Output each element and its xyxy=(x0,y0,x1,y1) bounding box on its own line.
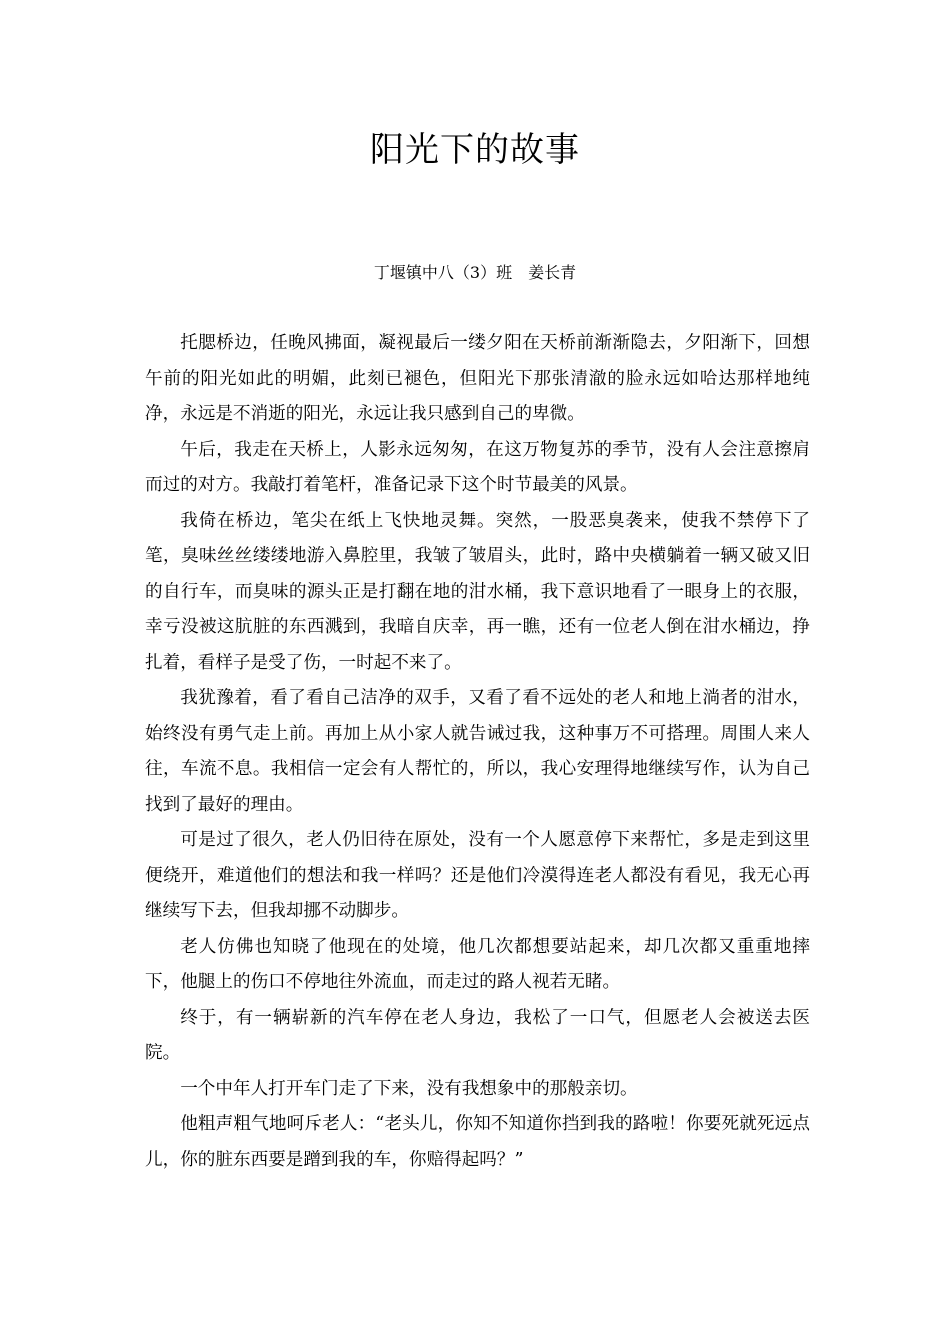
paragraph: 可是过了很久，老人仍旧待在原处，没有一个人愿意停下来帮忙，多是走到这里便绕开，难道他们的想法和我一样吗？还是他们冷漠得连老人都没有看见，我无心再继续写下去，但我却挪不动脚步。 xyxy=(145,830,810,921)
paragraph: 我倚在桥边，笔尖在纸上飞快地灵舞。突然，一股恶臭袭来，使我不禁停下了笔，臭味丝丝缕缕地游入鼻腔里，我皱了皱眉头，此时，路中央横躺着一辆又破又旧的自行车，而臭味的源头正是打翻在地的泔水桶，我下意识地看了一眼身上的衣服，幸亏没被这肮脏的东西溅到，我暗自庆幸，再一瞧，还有一位老人倒在泔水桶边，挣扎着，看样子是受了伤，一时起不来了。 xyxy=(145,510,810,673)
paragraph: 一个中年人打开车门走了下来，没有我想象中的那般亲切。 xyxy=(180,1078,638,1099)
essay-body xyxy=(145,326,810,1178)
author-name: 姜长青 xyxy=(528,263,577,282)
paragraph: 我犹豫着，看了看自己洁净的双手，又看了看不远处的老人和地上淌者的泔水，始终没有勇气走上前。再加上从小家人就告诫过我，这种事万不可搭理。周围人来人往，车流不息。我相信一定会有人帮忙的，所以，我心安理得地继续写作，认为自己找到了最好的理由。 xyxy=(145,688,810,815)
paragraph: 托腮桥边，任晚风拂面，凝视最后一缕夕阳在天桥前渐渐隐去，夕阳渐下，回想午前的阳光如此的明媚，此刻已褪色，但阳光下那张清澈的脸永远如哈达那样地纯净，永远是不消逝的阳光，永远让我只感到自己的卑微。 xyxy=(145,333,810,424)
school-class: 丁堰镇中八（3）班 xyxy=(373,263,513,282)
byline xyxy=(0,262,950,284)
paragraph: 午后，我走在天桥上，人影永远匆匆，在这万物复苏的季节，没有人会注意擦肩而过的对方。我敲打着笔杆，准备记录下这个时节最美的风景。 xyxy=(145,439,810,495)
paragraph: 老人仿佛也知晓了他现在的处境，他几次都想要站起来，却几次都又重重地摔下，他腿上的伤口不停地往外流血，而走过的路人视若无睹。 xyxy=(145,936,810,992)
paragraph: 终于，有一辆崭新的汽车停在老人身边，我松了一口气，但愿老人会被送去医院。 xyxy=(145,1007,810,1063)
essay-title: 阳光下的故事 xyxy=(370,130,580,170)
paragraph: 他粗声粗气地呵斥老人：“老头儿，你知不知道你挡到我的路啦！你要死就死远点儿，你的脏东西要是蹭到我的车，你赔得起吗？” xyxy=(145,1114,810,1170)
